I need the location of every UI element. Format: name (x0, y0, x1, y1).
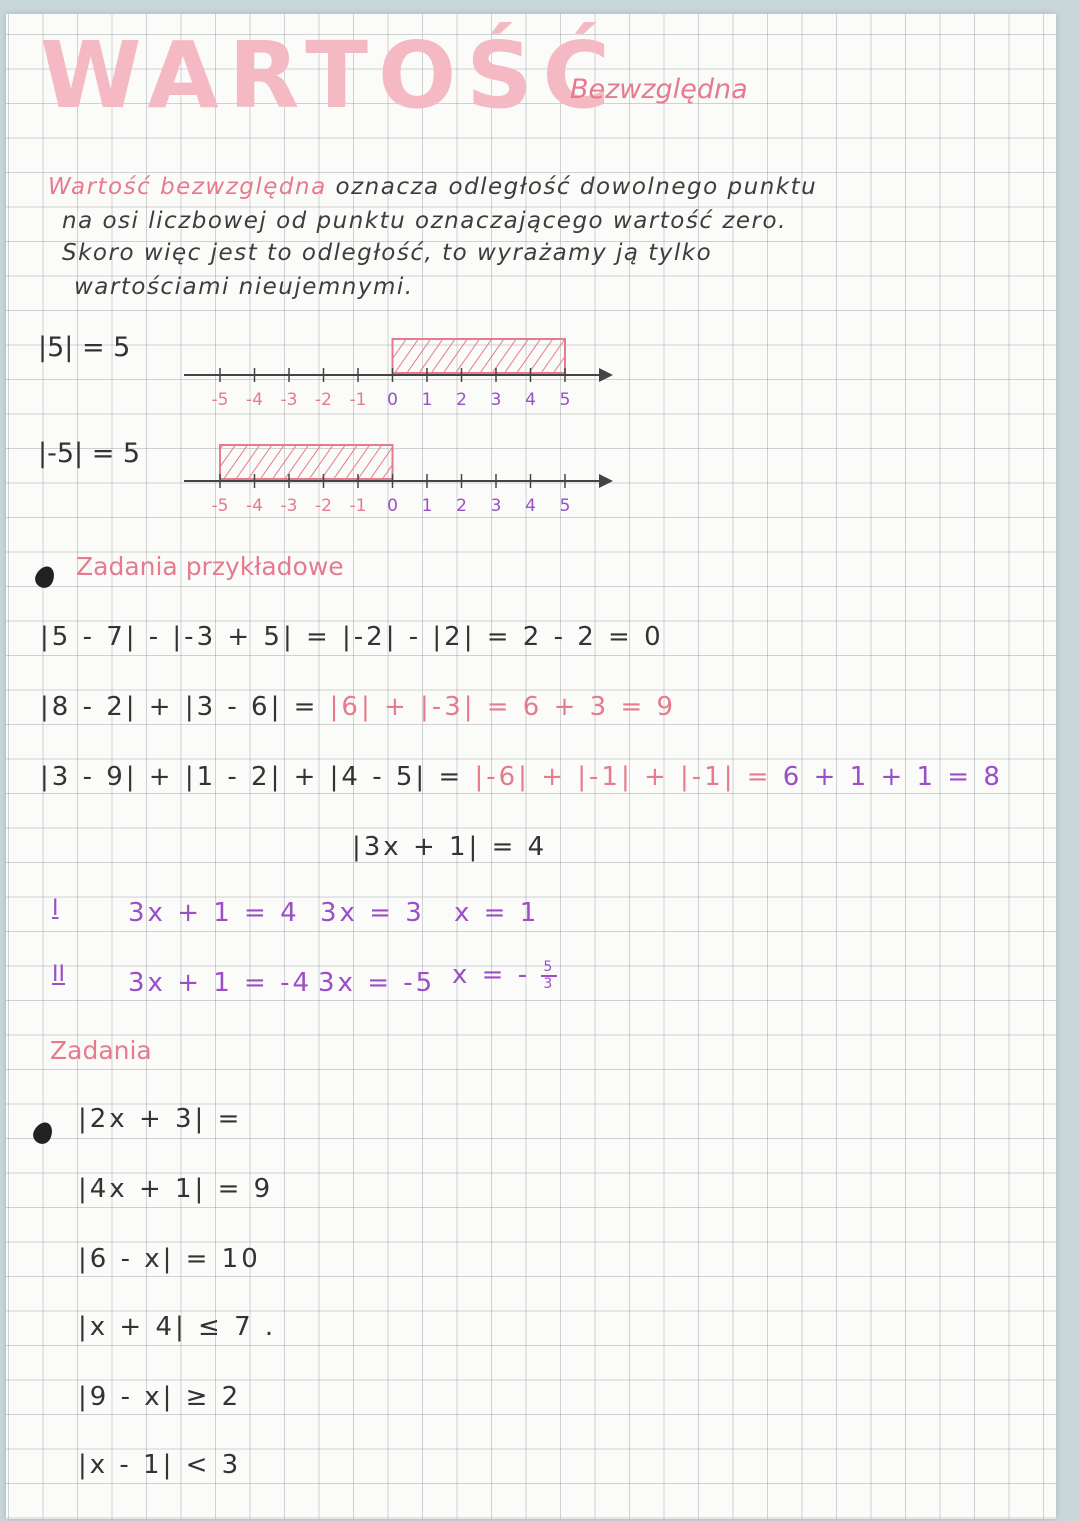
task-6: |x - 1| < 3 (78, 1450, 242, 1480)
abs-5-label: |5| = 5 (38, 332, 131, 363)
axis-arrow-icon (599, 368, 613, 382)
shaded-interval (393, 339, 566, 373)
tick-label: -4 (246, 496, 263, 516)
example-3-steps: |-6| + |-1| + |-1| = (474, 762, 783, 792)
tick-label: -5 (211, 390, 229, 410)
tick-label: 4 (525, 496, 536, 516)
example-2-solution: |6| + |-3| = 6 + 3 = 9 (329, 692, 677, 722)
examples-heading: Zadania przykładowe (76, 552, 344, 581)
equation-main: |3x + 1| = 4 (352, 832, 548, 862)
fraction-denominator: 3 (543, 975, 556, 992)
tasks-heading: Zadania (50, 1036, 152, 1065)
example-3-result: 6 + 1 + 1 = 8 (782, 762, 1003, 792)
tick-label: -2 (315, 390, 332, 410)
definition-line-2: na osi liczbowej od punktu oznaczającego wartość zero. (62, 208, 787, 234)
example-1: |5 - 7| - |-3 + 5| = |-2| - |2| = 2 - 2 = 0 (40, 622, 664, 652)
page-subtitle: Bezwzględna (570, 74, 748, 105)
abs-neg5-label: |-5| = 5 (38, 438, 141, 469)
case-2-label: II (52, 962, 65, 987)
tick-label: 3 (490, 390, 502, 410)
tick-label: -3 (280, 390, 298, 410)
tick-label: 0 (387, 390, 398, 410)
case-2-step: 3x = -5 (318, 968, 436, 998)
case-1-result: x = 1 (454, 898, 540, 928)
tick-label: 3 (490, 496, 502, 516)
page-title: WARTOŚĆ (40, 22, 620, 129)
case-2-result (452, 960, 557, 991)
task-2: |4x + 1| = 9 (78, 1174, 274, 1204)
definition-line-3: Skoro więc jest to odległość, to wyrażamy ją tylko (62, 240, 713, 266)
case-1-label: I (52, 896, 59, 921)
tick-label: -2 (315, 496, 332, 516)
tick-label: 5 (559, 496, 571, 516)
example-2 (40, 692, 676, 722)
definition-line-4: wartościami nieujemnymi. (74, 274, 414, 300)
case-2-fraction (541, 960, 557, 991)
example-3-expression: |3 - 9| + |1 - 2| + |4 - 5| = (40, 762, 475, 792)
definition-term: Wartość bezwzględna (48, 174, 327, 200)
definition-line-1-rest: oznacza odległość dowolnego punktu (326, 174, 818, 200)
tick-label: 4 (525, 390, 536, 410)
fraction-numerator: 5 (543, 959, 556, 975)
number-line-abs-neg5 (180, 436, 620, 526)
example-2-expression: |8 - 2| + |3 - 6| = (40, 692, 330, 722)
tick-label: -3 (280, 496, 298, 516)
tick-label: 1 (421, 390, 433, 410)
case-2-result-prefix: x = - (452, 960, 531, 991)
tick-label: 2 (456, 390, 467, 410)
definition-line-1 (48, 174, 817, 200)
tick-label: -4 (246, 390, 263, 410)
shaded-interval (220, 445, 393, 479)
tick-label: 1 (421, 496, 433, 516)
case-1-step: 3x = 3 (320, 898, 425, 928)
task-5: |9 - x| ≥ 2 (78, 1382, 242, 1412)
tick-label: 5 (559, 390, 571, 410)
task-1: |2x + 3| = (78, 1104, 243, 1134)
task-4: |x + 4| ≤ 7 . (78, 1312, 277, 1342)
case-2-equation: 3x + 1 = -4 (128, 968, 313, 998)
tick-label: -1 (349, 496, 367, 516)
tick-label: 0 (387, 496, 398, 516)
axis-arrow-icon (599, 474, 613, 488)
case-1-equation: 3x + 1 = 4 (128, 898, 300, 928)
tick-label: 2 (456, 496, 467, 516)
task-3: |6 - x| = 10 (78, 1244, 261, 1274)
number-line-abs-5 (180, 330, 620, 420)
example-3 (40, 762, 1003, 792)
tick-label: -1 (349, 390, 367, 410)
tick-label: -5 (211, 496, 229, 516)
